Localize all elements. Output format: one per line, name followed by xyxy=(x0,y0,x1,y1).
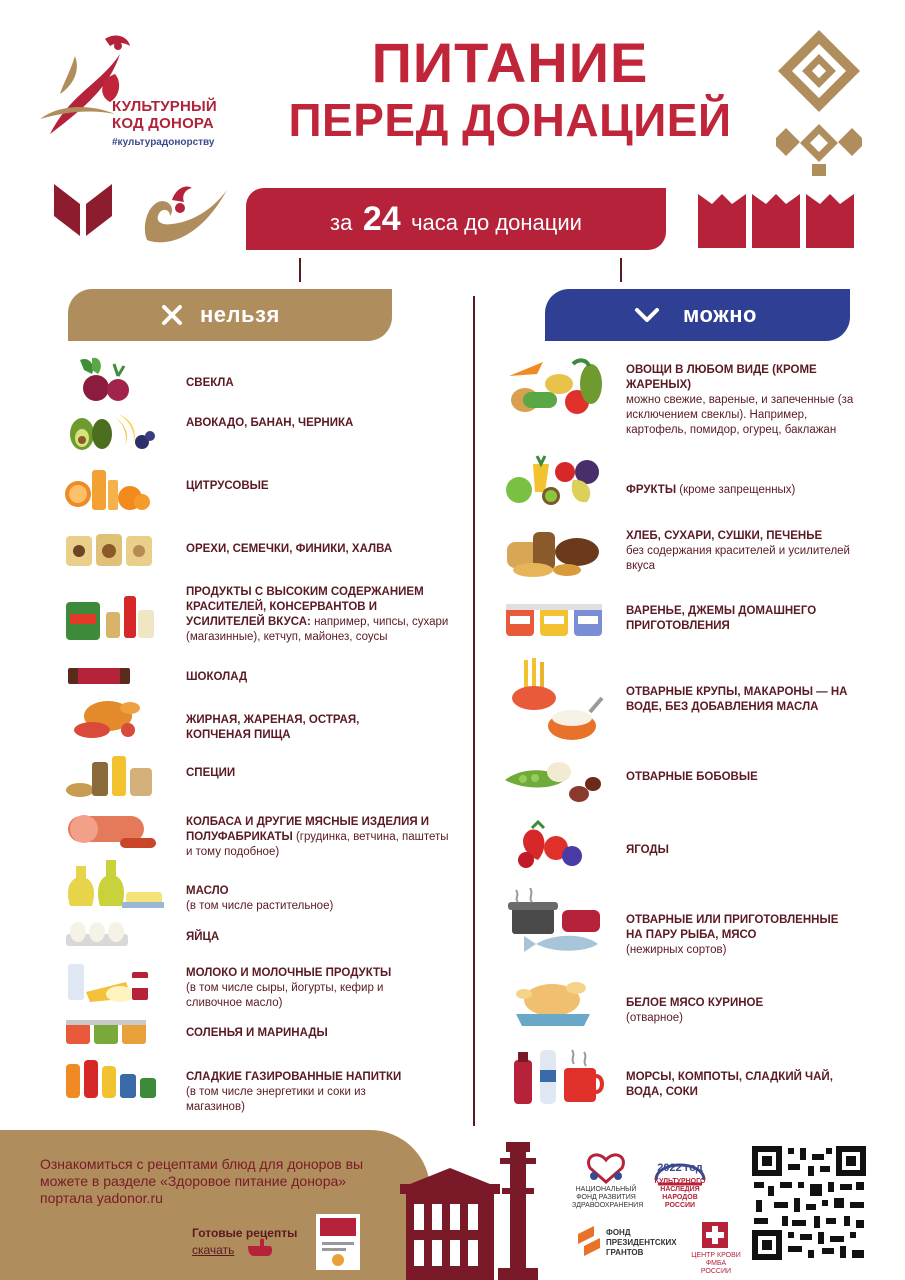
oil-butter-icon xyxy=(66,856,164,912)
forbidden-item-title: ШОКОЛАД xyxy=(186,671,248,683)
forbidden-item-title: СОЛЕНЬЯ И МАРИНАДЫ xyxy=(186,1027,328,1039)
allowed-item xyxy=(626,529,856,574)
recipe-book-icon xyxy=(316,1214,360,1270)
forbidden-item-title: МОЛОКО И МОЛОЧНЫЕ ПРОДУКТЫ xyxy=(186,967,392,979)
forbidden-item xyxy=(186,1026,456,1041)
title-line-2: ПЕРЕД ДОНАЦИЕЙ xyxy=(288,94,732,146)
allowed-item-title: ОВОЩИ В ЛЮБОМ ВИДЕ (КРОМЕ ЖАРЕНЫХ) xyxy=(626,364,817,391)
forbidden-item-detail: (в том числе сыры, йогурты, кефир и сливочное масло) xyxy=(186,982,384,1009)
allowed-item-title: ОТВАРНЫЕ ИЛИ ПРИГОТОВЛЕННЫЕ НА ПАРУ РЫБА, МЯСО xyxy=(626,914,839,941)
forbidden-item-title: СЛАДКИЕ ГАЗИРОВАННЫЕ НАПИТКИ xyxy=(186,1071,402,1083)
jam-jars-icon xyxy=(506,602,604,638)
beet-icon xyxy=(70,356,136,402)
presidential-grants-logo-icon xyxy=(578,1226,604,1256)
porridge-pasta-icon xyxy=(506,658,606,744)
title-line-1: ПИТАНИЕ xyxy=(371,31,649,94)
allowed-item-title: МОРСЫ, КОМПОТЫ, СЛАДКИЙ ЧАЙ, ВОДА, СОКИ xyxy=(626,1071,833,1098)
forbidden-item-title: СВЕКЛА xyxy=(186,377,234,389)
chevron-ornament-icon xyxy=(54,184,112,236)
page-title xyxy=(270,32,750,146)
allowed-item xyxy=(626,1070,858,1100)
fried-chicken-icon xyxy=(68,696,152,738)
forbidden-item-title: ЯЙЦА xyxy=(186,931,220,943)
banner-tick-right xyxy=(620,258,622,282)
banner-tick-left xyxy=(299,258,301,282)
forbidden-item xyxy=(186,670,456,685)
chocolate-icon xyxy=(68,666,130,686)
heritage-year-text: КУЛЬТУРНОГО НАСЛЕДИЯ НАРОДОВ РОССИИ xyxy=(654,1178,706,1209)
time-prefix: за xyxy=(330,210,353,235)
forbidden-item-title: МАСЛО xyxy=(186,885,229,897)
ornament-diamond-icon xyxy=(776,28,862,178)
allowed-item-detail: (кроме запрещенных) xyxy=(676,484,796,496)
swirl-ornament-icon xyxy=(142,180,232,250)
forbidden-item-title: ПРОДУКТЫ С ВЫСОКИМ СОДЕРЖАНИЕМ КРАСИТЕЛЕЙ, КОНСЕРВАНТОВ И УСИЛИТЕЛЕЙ ВКУСА: xyxy=(186,586,424,628)
allowed-item xyxy=(626,483,856,498)
allowed-item-title: ЯГОДЫ xyxy=(626,844,669,856)
avocado-banana-icon xyxy=(66,408,156,452)
allowed-item-title: ОТВАРНЫЕ КРУПЫ, МАКАРОНЫ — НА ВОДЕ, БЕЗ ДОБАВЛЕНИЯ МАСЛА xyxy=(626,686,848,713)
citrus-icon xyxy=(64,464,150,514)
forbidden-item xyxy=(186,1070,426,1115)
berries-icon xyxy=(516,820,586,870)
cross-icon xyxy=(158,301,186,329)
presidential-grants-text: ФОНД ПРЕЗИДЕНТСКИХ ГРАНТОВ xyxy=(606,1228,677,1257)
eggs-icon xyxy=(66,920,128,948)
pickles-icon xyxy=(66,1018,146,1046)
recipes-label: Готовые рецепты xyxy=(192,1226,298,1240)
forbidden-item-title: СПЕЦИИ xyxy=(186,767,236,779)
allowed-header xyxy=(545,289,850,341)
allowed-item-title: БЕЛОЕ МЯСО КУРИНОЕ xyxy=(626,997,764,1009)
forbidden-item xyxy=(186,766,456,781)
checkmark-chevron-icon xyxy=(633,301,661,329)
vegetables-icon xyxy=(503,356,607,418)
forbidden-item-title: КОЛБАСА И ДРУГИЕ МЯСНЫЕ ИЗДЕЛИЯ И ПОЛУФАБРИКАТЫ xyxy=(186,816,430,843)
qr-code-icon[interactable] xyxy=(752,1146,866,1260)
forbidden-item-title: ЖИРНАЯ, ЖАРЕНАЯ, ОСТРАЯ, КОПЧЕНАЯ ПИЩА xyxy=(186,714,360,741)
logo-hashtag: #культурадонорству xyxy=(112,137,215,148)
forbidden-item xyxy=(186,930,456,945)
allowed-item xyxy=(626,604,836,634)
allowed-item-detail: можно свежие, вареные, и запеченные (за исключением свеклы). Например, картофель, помидор, огурец, баклажан xyxy=(626,394,854,436)
forbidden-item-title: АВОКАДО, БАНАН, ЧЕРНИКА xyxy=(186,417,354,429)
forbidden-item xyxy=(186,542,456,557)
forbidden-item-title: ЦИТРУСОВЫЕ xyxy=(186,480,269,492)
fish-meat-pot-icon xyxy=(506,888,606,954)
allowed-item-title: ФРУКТЫ xyxy=(626,484,677,496)
allowed-item-detail: (нежирных сортов) xyxy=(626,944,727,956)
logo-text xyxy=(112,98,272,151)
nuts-packs-icon xyxy=(66,532,154,568)
forbidden-item xyxy=(186,479,456,494)
allowed-item xyxy=(626,685,858,715)
allowed-item-detail: (отварное) xyxy=(626,1012,683,1024)
allowed-item xyxy=(626,913,856,958)
column-divider xyxy=(473,296,475,1126)
building-column-icon xyxy=(400,1128,570,1280)
forbidden-item-title: ОРЕХИ, СЕМЕЧКИ, ФИНИКИ, ХАЛВА xyxy=(186,543,393,555)
time-number: 24 xyxy=(362,200,401,238)
forbidden-item-detail: например, чипсы, сухари (магазинные), кетчуп, майонез, соусы xyxy=(186,616,449,643)
snacks-sauces-icon xyxy=(66,592,160,642)
allowed-item xyxy=(626,843,856,858)
allowed-item xyxy=(626,996,856,1026)
forbidden-item xyxy=(186,884,456,914)
allowed-item xyxy=(626,363,856,438)
health-fund-logo-icon xyxy=(578,1150,634,1184)
allowed-item xyxy=(626,770,856,785)
bread-icon xyxy=(503,528,603,578)
spices-icon xyxy=(66,752,156,798)
soda-drinks-icon xyxy=(66,1056,160,1100)
forbidden-header xyxy=(68,289,392,341)
crown-ornament-icon xyxy=(698,194,854,248)
forbidden-item-detail: (в том числе энергетики и соки из магазинов) xyxy=(186,1086,366,1113)
forbidden-item xyxy=(186,416,456,431)
blood-center-logo-icon xyxy=(700,1220,730,1250)
dairy-icon xyxy=(66,958,160,1004)
blood-center-text: ЦЕНТР КРОВИ ФМБА РОССИИ xyxy=(691,1252,741,1275)
drinks-icon xyxy=(512,1046,604,1106)
allowed-item-title: ХЛЕБ, СУХАРИ, СУШКИ, ПЕЧЕНЬЕ xyxy=(626,530,823,542)
forbidden-item xyxy=(186,815,456,860)
logo-line-2: КОД ДОНОРА xyxy=(112,115,214,132)
heritage-year-title: 2022 год xyxy=(657,1162,703,1174)
chicken-icon xyxy=(510,976,596,1028)
forbidden-item xyxy=(186,713,386,743)
legumes-icon xyxy=(503,760,603,806)
allowed-item-detail: без содержания красителей и усилителей вкуса xyxy=(626,545,850,572)
time-suffix: часа до донации xyxy=(411,210,582,235)
forbidden-item-detail: (в том числе растительное) xyxy=(186,900,334,912)
forbidden-item xyxy=(186,376,456,391)
logo-line-1: КУЛЬТУРНЫЙ xyxy=(112,98,217,115)
fruits-icon xyxy=(503,452,607,506)
time-banner xyxy=(246,188,666,250)
pointing-hand-icon xyxy=(246,1236,274,1258)
forbidden-label: нельзя xyxy=(200,302,280,327)
download-recipes-link[interactable]: скачать xyxy=(192,1243,235,1257)
footer-text: Ознакомиться с рецептами блюд для доноров вы можете в разделе «Здоровое питание донора» портала yadonor.ru xyxy=(40,1156,364,1206)
health-fund-text: НАЦИОНАЛЬНЫЙ ФОНД РАЗВИТИЯ ЗДРАВООХРАНЕНИЯ xyxy=(572,1186,644,1209)
forbidden-item xyxy=(186,966,436,1011)
forbidden-item-detail: (грудинка, ветчина, паштеты и тому подобное) xyxy=(186,831,449,858)
forbidden-item xyxy=(186,585,456,645)
allowed-item-title: ВАРЕНЬЕ, ДЖЕМЫ ДОМАШНЕГО ПРИГОТОВЛЕНИЯ xyxy=(626,605,817,632)
allowed-label: можно xyxy=(683,302,757,327)
allowed-item-title: ОТВАРНЫЕ БОБОВЫЕ xyxy=(626,771,758,783)
sausage-icon xyxy=(66,812,160,852)
